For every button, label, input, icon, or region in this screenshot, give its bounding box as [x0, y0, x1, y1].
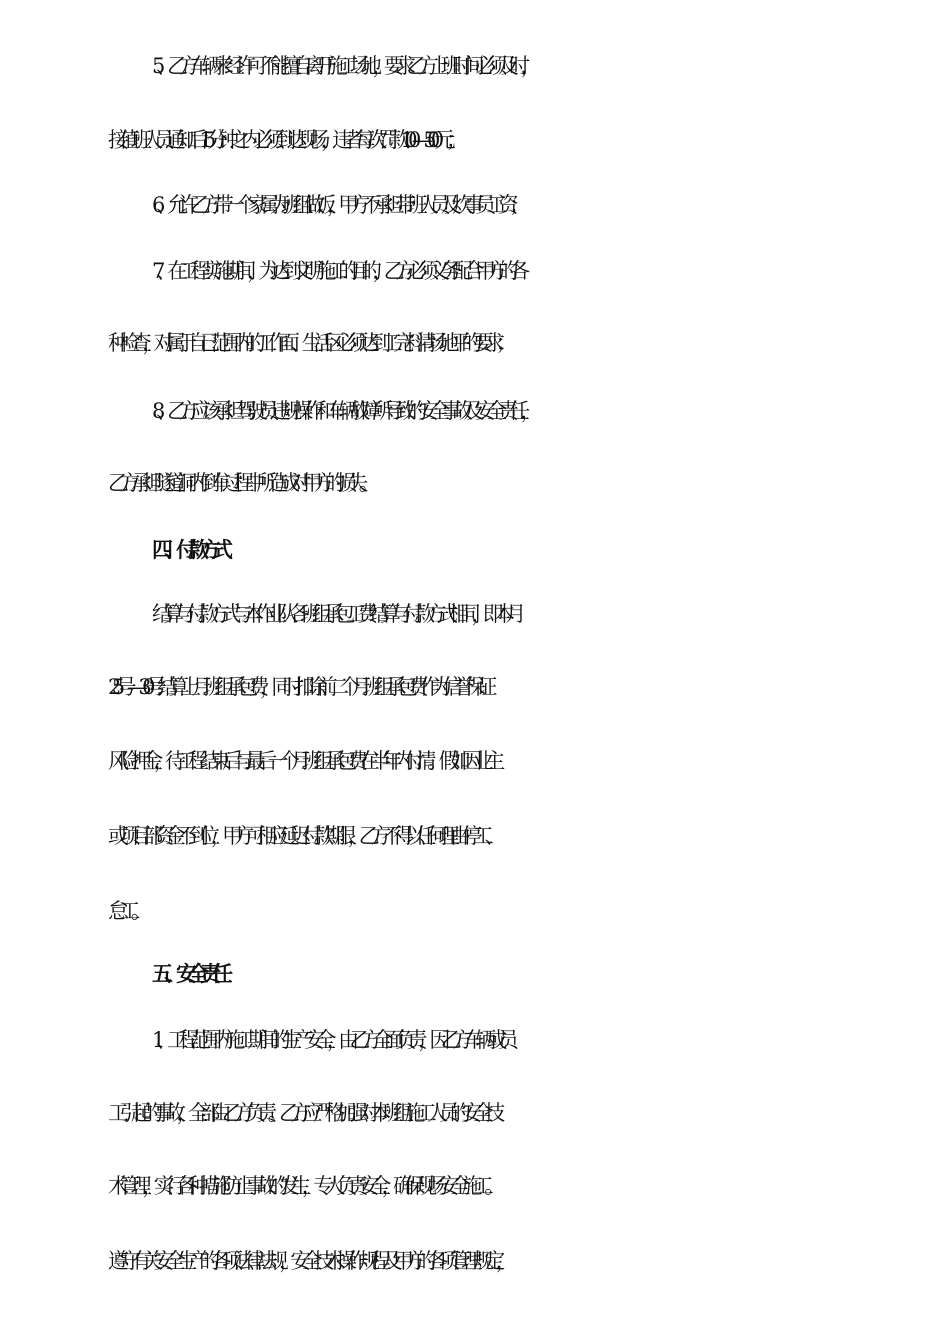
- clause-6-line-1: 6、允许乙方带一个家属为班组做饭，甲方不承担带班人员及炊事员工资；: [152, 193, 521, 217]
- clause-7-line-2: 种检查，对属于自己范围内的工作面、生活区必须达到工完料清场地平的要求；: [108, 331, 507, 355]
- section-heading-payment: 四、付款方式: [152, 538, 224, 562]
- clause-8-line-1: 8、乙方应该承担驾驶员违规操作和车辆故障所导致的安全事故及安全责任，: [152, 399, 532, 423]
- payment-line-5: 怠工。: [108, 899, 143, 923]
- safety-line-2: 工引起的事故，全部由乙方负责。乙方应严格加强对本班组施工人员的安全技: [108, 1101, 496, 1125]
- section-heading-safety: 五、安全责任: [152, 962, 224, 986]
- payment-line-1: 结算与付款方式与本作业队各班组承包工费结算与付款方式相同，即本月: [152, 602, 517, 626]
- safety-line-3: 术管理，实行各种措施防止事故的发生，专人负责安全，确保现场安全施工。: [108, 1174, 496, 1198]
- safety-line-1: 1、工程范围内施工期间的生产安全，由乙方全面负责，因乙方车辆或员: [152, 1028, 510, 1052]
- clause-5-line-2: 接值班人员通知后15分钟之内必须到达现场，违者每次罚款100—500元；: [108, 128, 458, 152]
- payment-line-4: 或项目部资金不到位，甲方可相应延迟付款期限，乙方不得以任何理由停工、: [108, 824, 496, 848]
- payment-line-2: 25号—30号结算上月班组承包费，同时扣除前二个月班组承包费作为信誉保证: [108, 675, 488, 699]
- safety-line-4: 遵守有关安全生产的各项法律法规，安全技术操作规程及甲方的各项管理规定，: [108, 1249, 507, 1273]
- clause-5-line-1: 5、乙方车辆未经许可不能擅自离开施工场地，要求乙方上班时间必须及时，: [152, 54, 532, 78]
- clause-8-line-2: 乙方承担隧道洞内倒车过程中所造成对甲方的损失。: [108, 471, 371, 495]
- payment-line-3: 风险押金，待工程结束后与最后一个月班组承包费在半年内付清。假如因业主: [108, 749, 496, 773]
- clause-7-line-1: 7、在工程实施期间，为达到文明施工的目的，乙方必须义务配合甲方的各: [152, 259, 521, 283]
